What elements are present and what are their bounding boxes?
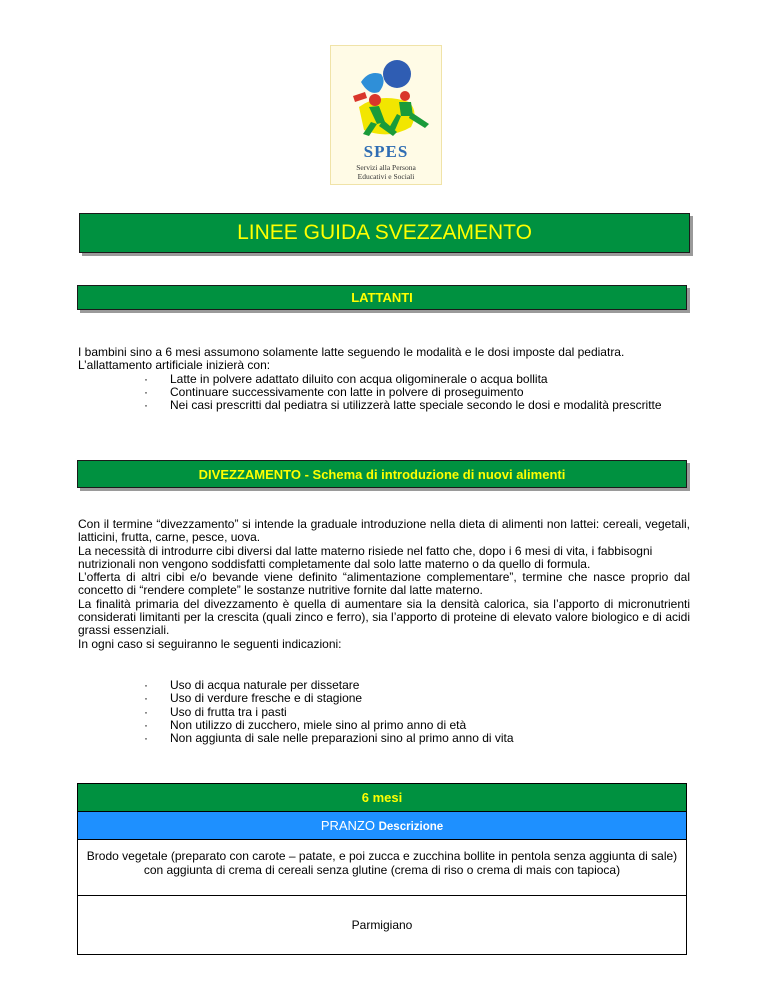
list-item: · Nei casi prescritti dal pediatra si utilizzerà latte speciale secondo le dosi e modalità prescritte [144,398,662,413]
divezzamento-paragraph-5: In ogni caso si seguiranno le seguenti indicazioni: [78,636,342,651]
list-item: · Uso di frutta tra i pasti [144,704,287,719]
divezzamento-paragraph-2: La necessità di introdurre cibi diversi dal latte materno risiede nel fatto che, dopo i 6 mesi di vita, i fabbisogni nutrizionali non vengono soddisfatti completamente dal solo latte materno o da quello di formula. [78,543,653,571]
divezzamento-bullet-list [78,679,690,745]
logo-tagline-1: Servizi alla Persona [356,163,416,172]
divezzamento-section-text [78,518,690,651]
logo-tagline-2: Educativi e Sociali [357,172,415,181]
lattanti-intro-2: L’allattamento artificiale inizierà con: [78,358,271,373]
table-row: Brodo vegetale (preparato con carote – patate, e poi zucca e zucchina bollite in pentola senza aggiunta di sale) con aggiunta di crema di cereali senza glutine (crema di riso o crema di mais con tapioca) [78,840,686,896]
section-heading-lattanti: LATTANTI [77,285,687,310]
table-subheading-description: Descrizione [378,821,444,833]
lattanti-section-text [78,346,690,412]
section-heading-divezzamento: DIVEZZAMENTO - Schema di introduzione di nuovi alimenti [77,460,687,488]
table-row: Parmigiano [351,918,413,932]
lattanti-intro-1: I bambini sino a 6 mesi assumono solamente latte seguendo le modalità e le dosi imposte dal pediatra. [78,345,625,359]
page-title: LINEE GUIDA SVEZZAMENTO [79,213,690,253]
divezzamento-paragraph-1: Con il termine “divezzamento” si intende la graduale introduzione nella dieta di alimenti non lattei: cereali, vegetali, latticini, frutta, carne, pesce, uova. [78,517,690,545]
list-item: · Continuare successivamente con latte in polvere di proseguimento [144,384,524,399]
list-item: · Latte in polvere adattato diluito con acqua oligominerale o acqua bollita [144,371,548,386]
list-item: · Non utilizzo di zucchero, miele sino al primo anno di età [144,717,467,732]
divezzamento-indications [78,679,690,745]
menu-table-6-mesi [77,783,687,955]
table-heading: 6 mesi [78,784,686,812]
logo-brand: SPES [363,142,409,161]
divezzamento-paragraph-3: L’offerta di altri cibi e/o bevande viene definito “alimentazione complementare”, termine che nasce proprio dal concetto di “rendere complete” le sostanze nutritive fornite dal latte materno. [78,570,690,598]
list-item: · Uso di acqua naturale per dissetare [144,678,360,692]
children-running-logo-icon [339,52,435,142]
divezzamento-paragraph-4: La finalità primaria del divezzamento è quella di aumentare sia la densità calorica, sia l’apporto di micronutrienti considerati limitanti per la crescita (quali zinco e ferro), sia l’apporto di proteine di elevato valore biologico e di acidi grassi essenziali. [78,596,690,638]
list-item: · Non aggiunta di sale nelle preparazioni sino al primo anno di vita [144,731,514,746]
table-subheading [78,812,686,840]
spes-logo [330,45,442,185]
table-subheading-meal: PRANZO [320,818,375,833]
lattanti-bullet-list [78,373,690,413]
list-item: · Uso di verdure fresche e di stagione [144,691,363,706]
